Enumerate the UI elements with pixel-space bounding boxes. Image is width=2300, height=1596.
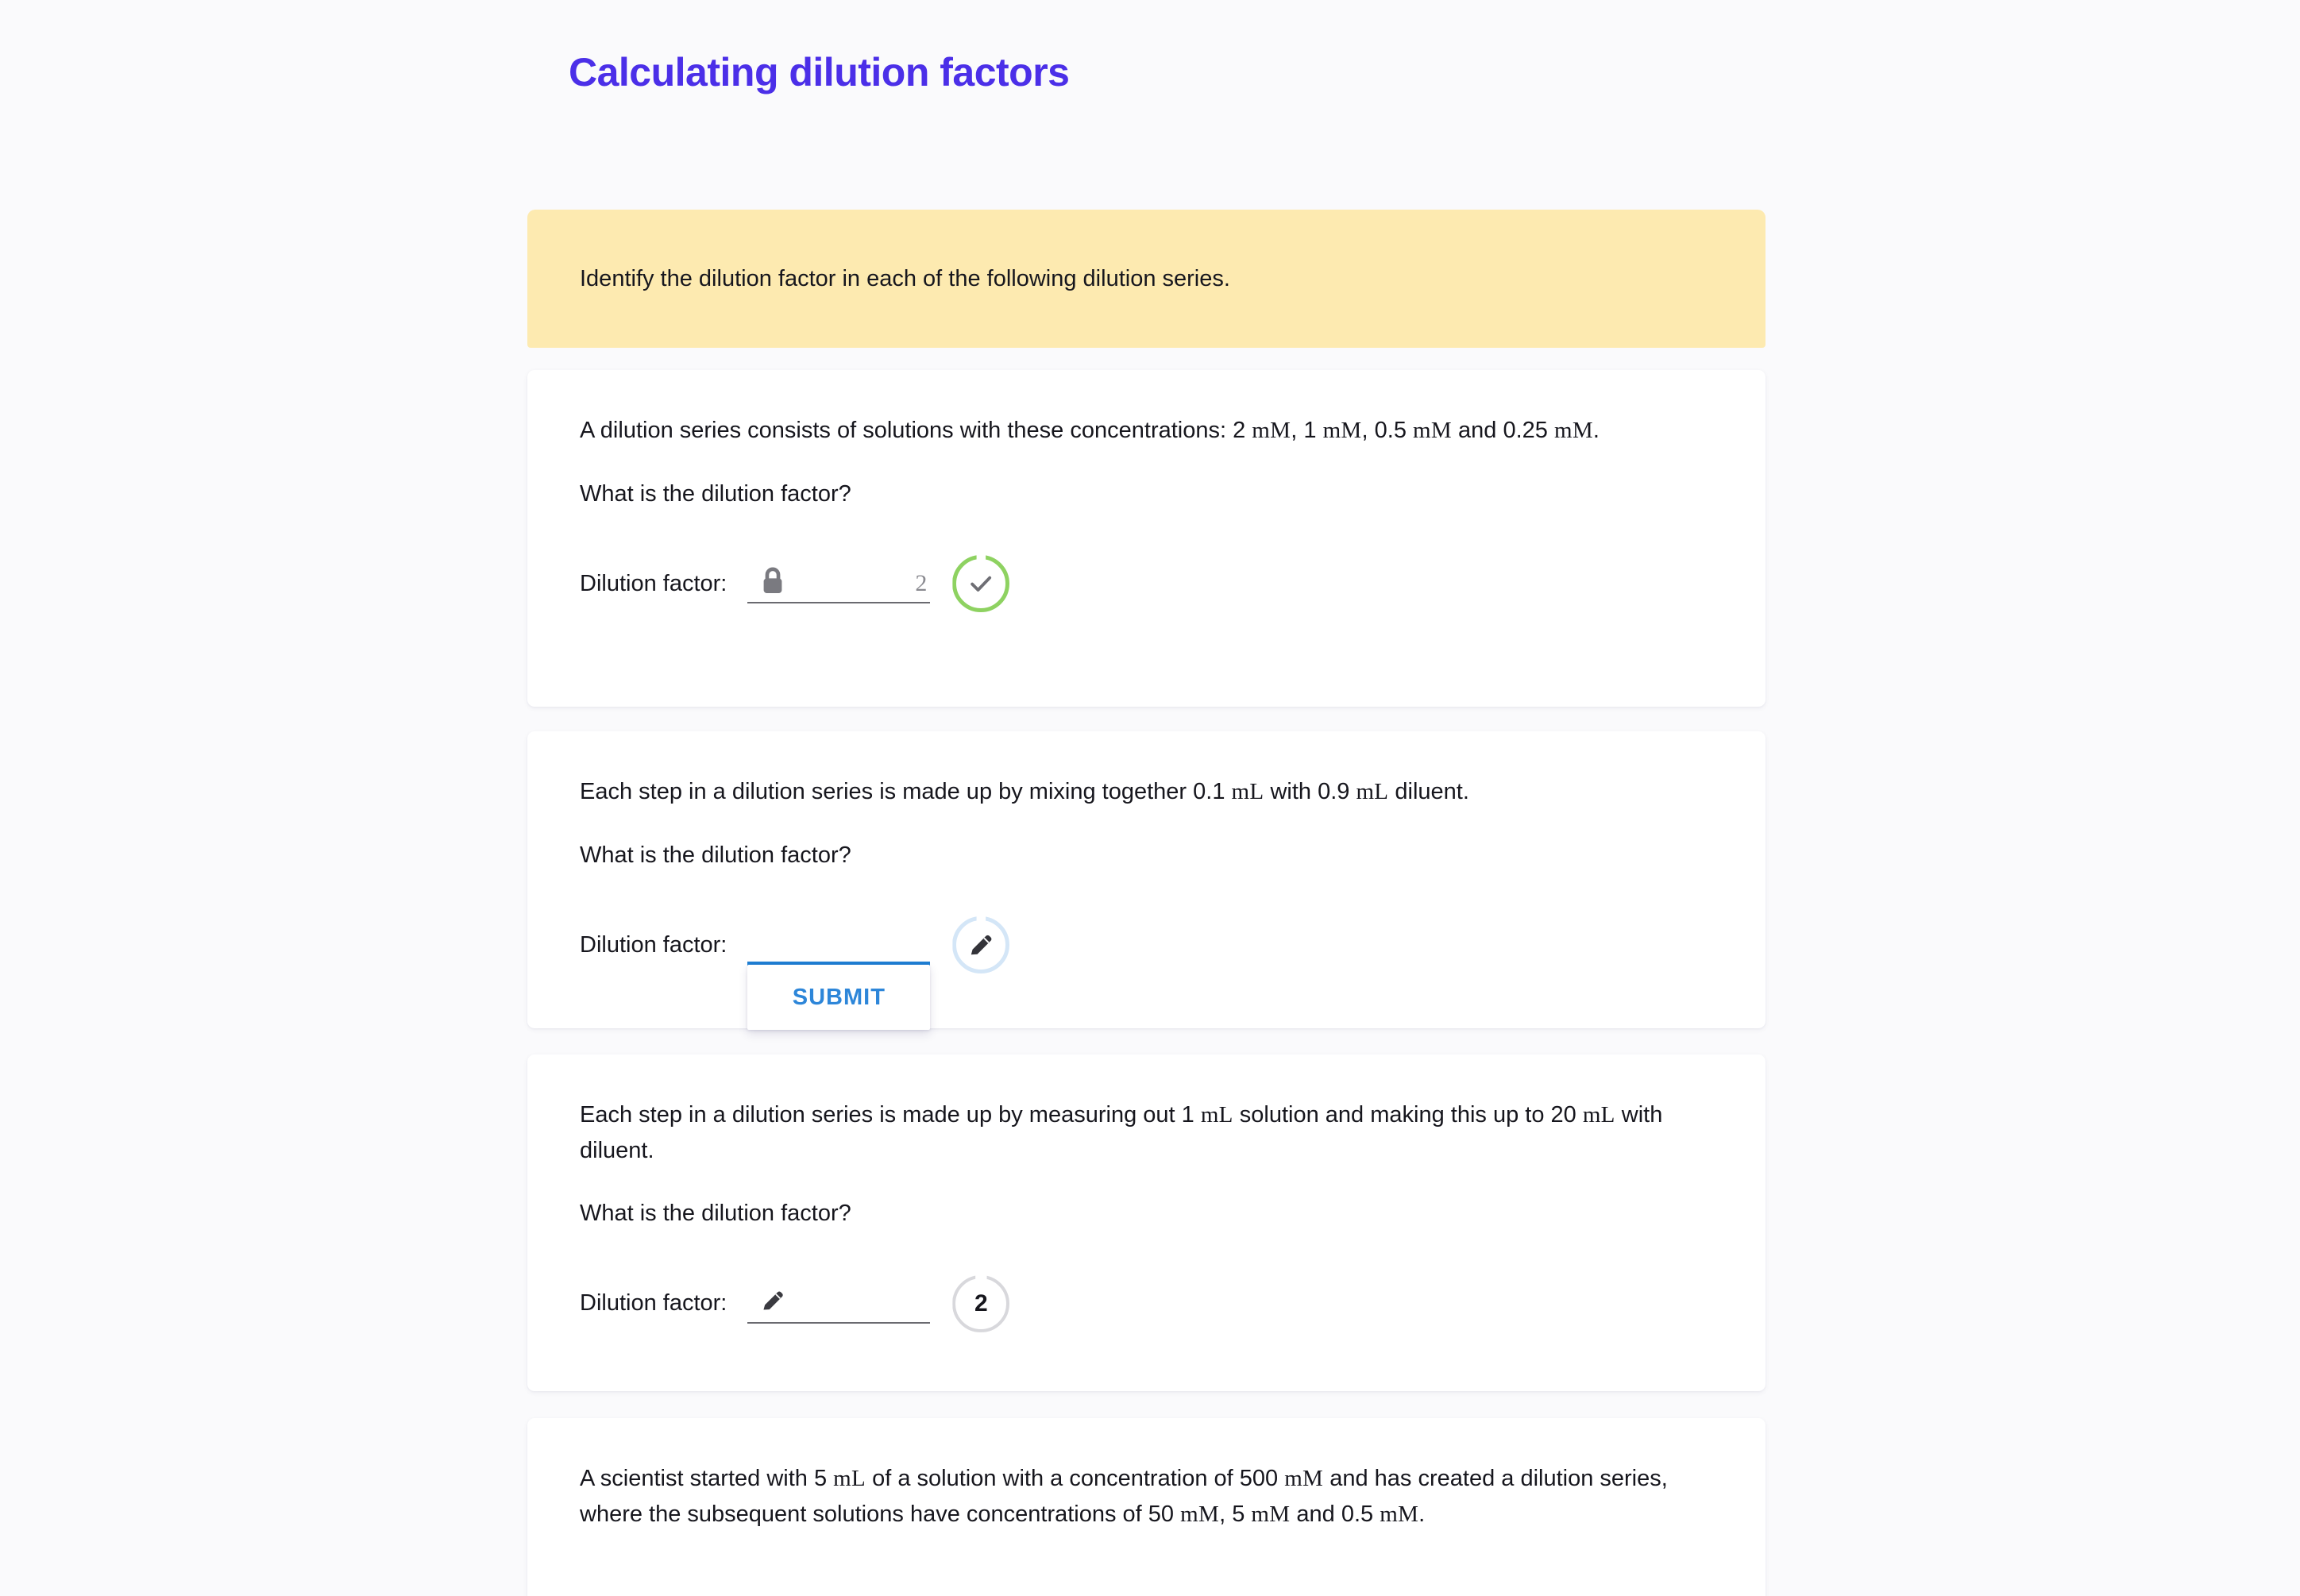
answer-row-2 [580, 911, 1713, 1010]
question-2-unit-1: mL [1231, 779, 1264, 804]
question-text-1 [580, 413, 1713, 449]
question-prompt-2: What is the dilution factor? [580, 842, 851, 868]
question-4-unit-3: mM [1180, 1501, 1220, 1527]
instruction-banner [527, 210, 1766, 348]
dilution-factor-input-2[interactable] [747, 911, 930, 1010]
input-underline-1 [747, 602, 930, 603]
question-card-1 [527, 370, 1766, 707]
question-3-unit-2: mL [1582, 1102, 1615, 1128]
question-4-unit-1: mL [833, 1466, 866, 1491]
answer-label-3: Dilution factor: [580, 1290, 727, 1317]
dilution-factor-value-1: 2 [915, 570, 928, 597]
question-prompt-3: What is the dilution factor? [580, 1201, 851, 1227]
attempts-badge-3 [952, 1275, 1009, 1332]
check-icon [965, 568, 997, 599]
question-2-segment-1: Each step in a dilution series is made up by mixing together 0.1 [580, 779, 1232, 804]
question-2-segment-3: diluent. [1388, 779, 1469, 804]
question-4-segment-2: of a solution with a concentration of 500 [866, 1466, 1285, 1491]
status-edit-2[interactable] [952, 916, 1009, 973]
question-card-4 [527, 1418, 1766, 1596]
question-text-2 [580, 774, 1713, 810]
question-1-segment-2: , 1 [1291, 418, 1323, 443]
lock-icon [758, 565, 787, 597]
submit-button[interactable] [747, 965, 930, 1030]
pencil-icon [966, 930, 996, 960]
question-text-3 [580, 1097, 1713, 1168]
question-card-3-body [527, 1054, 1766, 1338]
question-4-segment-6: . [1418, 1501, 1426, 1527]
dilution-factor-input-1 [747, 549, 930, 618]
answer-label-1: Dilution factor: [580, 570, 727, 596]
question-1-segment-5: . [1592, 418, 1600, 443]
question-1-segment-1: A dilution series consists of solutions with these concentrations: 2 [580, 418, 1252, 443]
question-1-unit-4: mM [1553, 418, 1593, 443]
question-3-segment-2: solution and making this up to 20 [1233, 1102, 1583, 1128]
question-4-segment-5: and 0.5 [1290, 1501, 1380, 1527]
question-text-4 [580, 1461, 1713, 1532]
question-card-1-body [527, 370, 1766, 618]
attempts-count: 2 [974, 1290, 988, 1317]
question-1-unit-1: mM [1252, 418, 1291, 443]
question-1-unit-2: mM [1322, 418, 1362, 443]
input-underline-3 [747, 1322, 930, 1324]
answer-row-3 [580, 1270, 1713, 1338]
pencil-icon [758, 1286, 787, 1317]
question-card-4-body [527, 1418, 1766, 1532]
question-card-3 [527, 1054, 1766, 1391]
question-2-unit-2: mL [1356, 779, 1389, 804]
question-card-2-body [527, 731, 1766, 1010]
question-3-unit-1: mL [1200, 1102, 1233, 1128]
question-card-2 [527, 731, 1766, 1028]
question-prompt-1: What is the dilution factor? [580, 480, 851, 507]
question-3-segment-1: Each step in a dilution series is made up by measuring out 1 [580, 1102, 1201, 1128]
instruction-text: Identify the dilution factor in each of the following dilution series. [580, 265, 1230, 291]
submit-button-label: SUBMIT [792, 984, 886, 1010]
question-4-segment-3: and has created a dilution series, where the subsequent solutions have concentrations of 50 [580, 1466, 1668, 1527]
question-4-segment-1: A scientist started with 5 [580, 1466, 834, 1491]
question-3-segment-3: with diluent. [580, 1102, 1663, 1163]
status-correct-1 [952, 555, 1009, 612]
question-2-segment-2: with 0.9 [1264, 779, 1356, 804]
answer-label-2: Dilution factor: [580, 931, 727, 958]
question-4-unit-2: mM [1284, 1466, 1324, 1491]
question-4-unit-5: mM [1380, 1501, 1419, 1527]
page-title: Calculating dilution factors [569, 50, 1070, 94]
question-4-unit-4: mM [1251, 1501, 1291, 1527]
dilution-factor-input-3[interactable] [747, 1270, 930, 1338]
answer-row-1 [580, 549, 1713, 618]
question-4-segment-4: , 5 [1219, 1501, 1252, 1527]
question-1-segment-3: , 0.5 [1361, 418, 1414, 443]
question-1-unit-3: mM [1413, 418, 1452, 443]
question-1-segment-4: and 0.25 [1451, 418, 1554, 443]
